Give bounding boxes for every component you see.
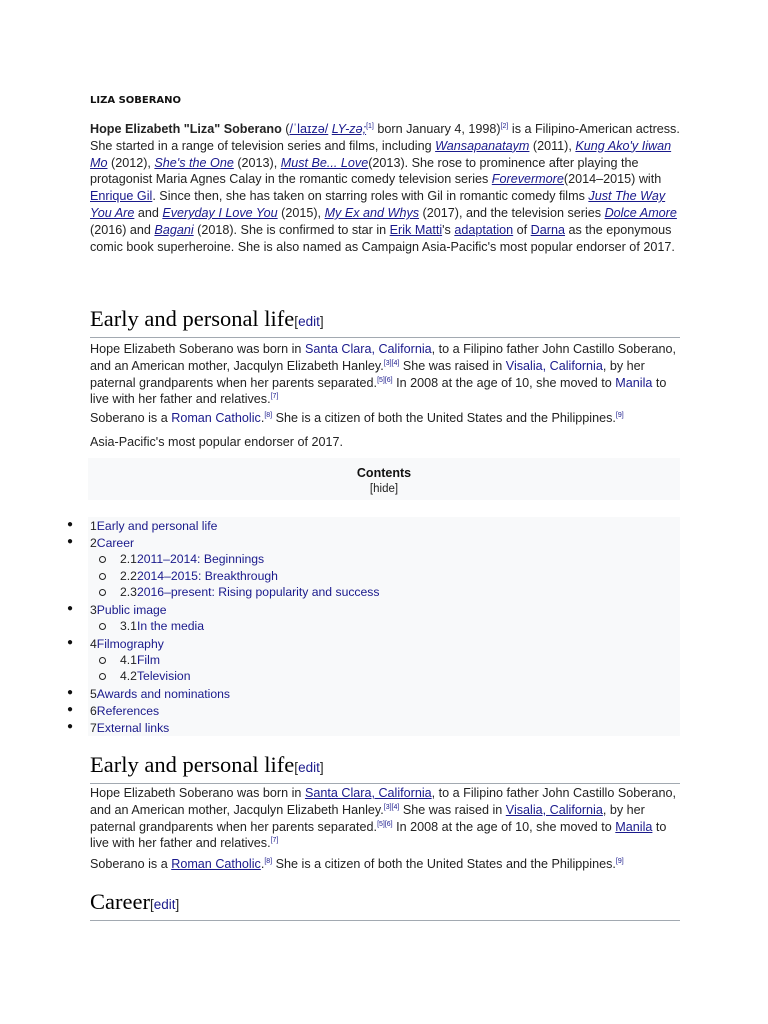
bullet-icon: ● <box>67 637 74 648</box>
ref-9[interactable]: [9] <box>615 857 624 865</box>
ref-5-6[interactable]: [5][6] <box>377 820 393 828</box>
toc-item[interactable]: 1Early and personal life <box>90 519 218 533</box>
endorser-paragraph: Asia-Pacific's most popular endorser of 2017. <box>90 435 344 449</box>
early-life-paragraph: Hope Elizabeth Soberano was born in Santa Clara, California, to a Filipino father John Castillo Soberano, and an American mother, Jacqulyn Elizabeth Hanley.[3][4] She was raised in Visalia, California, by her paternal grandparents when her parents separated.[5][6] In 2008 at the age of 10, she moved to Manila to live with her father and relatives.[7] <box>90 342 676 407</box>
bullet-icon: ● <box>67 603 74 614</box>
toc-item[interactable]: 4.1Film <box>120 653 160 667</box>
respelling-link[interactable]: LY-zə; <box>331 122 367 136</box>
toc-item[interactable]: 3Public image <box>90 603 167 617</box>
toc-header <box>88 458 680 500</box>
toc-item[interactable]: 4.2Television <box>120 669 191 683</box>
link-wansapanataym[interactable]: Wansapanataym <box>435 138 530 153</box>
link-roman-catholic[interactable]: Roman Catholic <box>171 411 261 425</box>
toc-item[interactable]: 7External links <box>90 721 170 735</box>
link-must-be-love[interactable]: Must Be... Love <box>280 155 369 170</box>
link-adaptation[interactable]: adaptation <box>454 222 514 237</box>
circle-bullet-icon <box>99 556 106 563</box>
circle-bullet-icon <box>99 657 106 664</box>
toc-list <box>67 517 680 736</box>
toc-item[interactable]: 2.32016–present: Rising popularity and success <box>120 585 380 599</box>
bullet-icon: ● <box>67 687 74 698</box>
religion-paragraph: Soberano is a Roman Catholic.[8] She is a citizen of both the United States and the Philippines.[9] <box>90 411 624 425</box>
toc-item[interactable]: 4Filmography <box>90 637 164 651</box>
link-santa-clara[interactable]: Santa Clara, California <box>304 342 432 356</box>
toc-item[interactable]: 3.1In the media <box>120 619 205 633</box>
ref-8[interactable]: [8] <box>264 411 273 419</box>
ref-7[interactable]: [7] <box>270 837 279 845</box>
link-kung-akoy-iiwan-mo[interactable]: Kung Ako'y Iiwan Mo <box>90 138 672 170</box>
bullet-icon: ● <box>67 721 74 732</box>
toc-item[interactable]: 6References <box>90 704 160 718</box>
edit-link[interactable]: edit <box>298 314 320 329</box>
edit-link[interactable]: edit <box>153 897 176 912</box>
toc-item[interactable]: 2.22014–2015: Breakthrough <box>120 569 278 583</box>
toc-item[interactable]: 5Awards and nominations <box>90 687 231 701</box>
link-santa-clara[interactable]: Santa Clara, California <box>304 786 432 800</box>
ref-3-4[interactable]: [3][4] <box>383 803 400 811</box>
section-heading-early-life: Early and personal life[edit] <box>90 305 680 338</box>
link-my-ex-and-whys[interactable]: My Ex and Whys <box>324 205 420 220</box>
section-heading-early-life-repeat: Early and personal life[edit] <box>90 751 680 784</box>
ipa-link[interactable]: /ˈlaɪzə/ <box>289 122 329 136</box>
circle-bullet-icon <box>99 673 106 680</box>
link-bagani[interactable]: Bagani <box>154 222 194 237</box>
link-just-the-way-you-are[interactable]: Just The Way You Are <box>90 189 666 220</box>
ref-5-6[interactable]: [5][6] <box>377 376 393 384</box>
link-erik-matti[interactable]: Erik Matti <box>389 222 443 237</box>
circle-bullet-icon <box>99 589 106 596</box>
ref-9[interactable]: [9] <box>615 411 624 419</box>
subject-name: Hope Elizabeth "Liza" Soberano <box>90 122 282 136</box>
link-manila[interactable]: Manila <box>615 819 653 834</box>
link-visalia[interactable]: Visalia, California <box>505 358 603 373</box>
ref-2[interactable]: [2] <box>500 122 509 130</box>
ref-8[interactable]: [8] <box>264 857 273 865</box>
bullet-icon: ● <box>67 519 74 530</box>
document-title: LIZA SOBERANO <box>90 95 182 106</box>
toc-item[interactable]: 2.12011–2014: Beginnings <box>120 552 265 566</box>
toc-hide-toggle[interactable]: [hide] <box>369 483 399 495</box>
link-shes-the-one[interactable]: She's the One <box>154 155 234 170</box>
link-darna[interactable]: Darna <box>530 222 565 237</box>
section-heading-career: Career[edit] <box>90 888 680 921</box>
link-roman-catholic[interactable]: Roman Catholic <box>171 857 261 871</box>
edit-link[interactable]: edit <box>298 760 320 775</box>
ref-7[interactable]: [7] <box>270 393 279 401</box>
link-everyday-i-love-you[interactable]: Everyday I Love You <box>162 205 278 220</box>
bullet-icon: ● <box>67 704 74 715</box>
link-enrique-gil[interactable]: Enrique Gil <box>90 189 153 204</box>
intro-paragraph: Hope Elizabeth "Liza" Soberano (/ˈlaɪzə/ LY-zə;[1] born January 4, 1998)[2] is a Filipino-American actress. She started in a range of television series and films, including Wansapanataym (2011), Kung Ako'y Iiwan Mo (2012), She's the One (2013), Must Be... Love(2013). She rose to prominence after playing the protagonist Maria Agnes Calay in the romantic comedy television series Forevermore(2014–2015) with Enrique Gil. Since then, she has taken on starring roles with Gil in romantic comedy films Just The Way You Are and Everyday I Love You (2015), My Ex and Whys (2017), and the television series Dolce Amore (2016) and Bagani (2018). She is confirmed to star in Erik Matti's adaptation of Darna as the eponymous comic book superheroine. She is also named as Campaign Asia-Pacific's most popular endorser of 2017. <box>90 122 680 254</box>
ref-1[interactable]: [1] <box>366 122 374 130</box>
religion-paragraph-repeat: Soberano is a Roman Catholic.[8] She is a citizen of both the United States and the Philippines.[9] <box>90 857 624 871</box>
link-forevermore[interactable]: Forevermore <box>491 172 564 187</box>
circle-bullet-icon <box>99 623 106 630</box>
toc-title: Contents <box>356 466 412 480</box>
toc-item[interactable]: 2Career <box>90 536 135 550</box>
ref-3-4[interactable]: [3][4] <box>383 359 400 367</box>
bullet-icon: ● <box>67 536 74 547</box>
link-manila[interactable]: Manila <box>615 375 653 390</box>
link-visalia[interactable]: Visalia, California <box>505 802 603 817</box>
circle-bullet-icon <box>99 573 106 580</box>
early-life-paragraph-repeat: Hope Elizabeth Soberano was born in Santa Clara, California, to a Filipino father John Castillo Soberano, and an American mother, Jacqulyn Elizabeth Hanley.[3][4] She was raised in Visalia, California, by her paternal grandparents when her parents separated.[5][6] In 2008 at the age of 10, she moved to Manila to live with her father and relatives.[7] <box>90 786 676 851</box>
link-dolce-amore[interactable]: Dolce Amore <box>604 205 677 220</box>
